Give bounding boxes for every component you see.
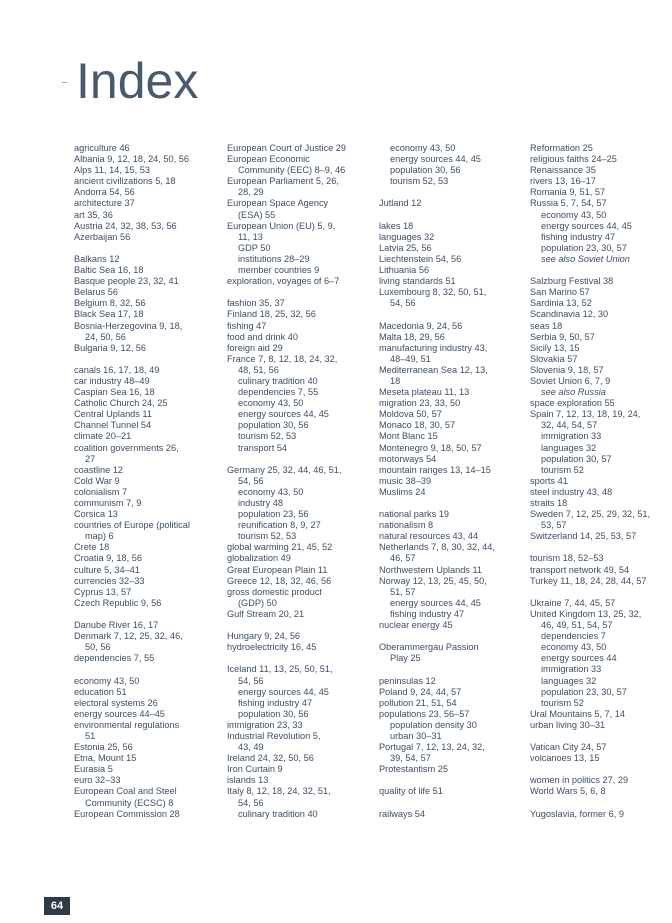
index-gap <box>530 542 672 553</box>
index-entry: Serbia 9, 50, 57 <box>530 331 595 342</box>
index-entry: urban living 30–31 <box>530 719 606 730</box>
index-entry: fishing 47 <box>227 320 267 331</box>
index-subentry: energy sources 44, 45 <box>238 686 329 697</box>
index-entry: Switzerland 14, 25, 53, 57 <box>530 531 637 542</box>
index-entry: Norway 12, 13, 25, 45, 50, <box>379 575 487 586</box>
index-entry: electoral systems 26 <box>74 697 158 708</box>
index-entry-continuation: 50, 56 <box>85 642 111 653</box>
index-entry: Estonia 25, 56 <box>74 742 133 753</box>
index-subentry: culinary tradition 40 <box>238 375 318 386</box>
index-entry: Baltic Sea 16, 18 <box>74 265 144 276</box>
index-subentry: see also Soviet Union <box>541 253 630 264</box>
index-subentry: fishing industry 47 <box>390 608 465 619</box>
index-entry: art 35, 36 <box>74 209 113 220</box>
index-entry: Great European Plain 11 <box>227 564 328 575</box>
index-entry: Iceland 11, 13, 25, 50, 51, <box>227 664 333 675</box>
index-entry: Croatia 9, 18, 56 <box>74 553 142 564</box>
index-entry-continuation: Community (EEC) 8–9, 46 <box>238 165 346 176</box>
index-entry: Luxembourg 8, 32, 50, 51, <box>379 287 487 298</box>
index-subentry: population 23, 30, 57 <box>541 686 627 697</box>
index-entry-continuation: 39, 54, 57 <box>390 753 431 764</box>
index-entry: car industry 48–49 <box>74 375 150 386</box>
index-gap <box>74 609 218 620</box>
index-subentry: tourism 52 <box>541 697 584 708</box>
index-gap <box>530 798 672 809</box>
index-entry: mountain ranges 13, 14–15 <box>379 464 491 475</box>
index-entry: countries of Europe (political <box>74 520 190 531</box>
index-entry: European Union (EU) 5, 9, <box>227 220 336 231</box>
index-entry: music 38–39 <box>379 475 432 486</box>
index-entry-continuation: (GDP) 50 <box>238 597 277 608</box>
index-subentry: see also Russia <box>541 387 606 398</box>
index-subentry: culinary tradition 40 <box>238 808 318 819</box>
index-entry: ancient civilizations 5, 18 <box>74 176 176 187</box>
index-entry: Italy 8, 12, 18, 24, 32, 51, <box>227 786 331 797</box>
index-entry: Catholic Church 24, 25 <box>74 398 168 409</box>
index-subentry: tourism 52, 53 <box>238 531 297 542</box>
index-entry: hydroelectricity 16, 45 <box>227 642 317 653</box>
index-entry-continuation: 43, 49 <box>238 742 264 753</box>
index-subentry: economy 43, 50 <box>238 486 304 497</box>
index-entry: coastline 12 <box>74 464 124 475</box>
index-column-2 <box>227 143 371 820</box>
index-subentry: immigration 33 <box>541 431 602 442</box>
index-entry: Protestantism 25 <box>379 764 448 775</box>
index-entry: natural resources 43, 44 <box>379 531 479 542</box>
index-gap <box>74 354 218 365</box>
index-entry: Mont Blanc 15 <box>379 431 438 442</box>
page-number: 64 <box>44 897 70 915</box>
index-gap <box>227 287 371 298</box>
index-subentry: fishing industry 47 <box>238 697 313 708</box>
index-entry: Macedonia 9, 24, 56 <box>379 320 463 331</box>
index-subentry: population 23, 56 <box>238 509 309 520</box>
index-entry: exploration, voyages of 6–7 <box>227 276 340 287</box>
index-entry: space exploration 55 <box>530 398 615 409</box>
index-subentry: energy sources 44, 45 <box>390 154 481 165</box>
index-entry: Russia 5, 7, 54, 57 <box>530 198 607 209</box>
index-entry: Gulf Stream 20, 21 <box>227 608 305 619</box>
index-entry-continuation: 54, 56 <box>238 797 264 808</box>
index-entry: populations 23, 56–57 <box>379 708 470 719</box>
index-entry: Malta 18, 29, 56 <box>379 331 445 342</box>
index-entry-continuation: map) 6 <box>85 531 114 542</box>
index-gap <box>530 265 672 276</box>
index-entry: Ireland 24, 32, 50, 56 <box>227 753 314 764</box>
index-entry-continuation: 51 <box>85 730 96 741</box>
index-entry: European Coal and Steel <box>74 786 177 797</box>
index-subentry: population 30, 56 <box>238 420 309 431</box>
index-subentry: population 23, 30, 57 <box>541 242 627 253</box>
index-subentry: institutions 28–29 <box>238 253 310 264</box>
index-entry: Denmark 7, 12, 25, 32, 46, <box>74 631 183 642</box>
index-entry-continuation: 46, 49, 51, 54, 57 <box>541 620 613 631</box>
index-entry: Hungary 9, 24, 56 <box>227 631 301 642</box>
index-entry: energy sources 44–45 <box>74 708 165 719</box>
index-subentry: tourism 52, 53 <box>390 176 449 187</box>
index-entry: Greece 12, 18, 32, 46, 56 <box>227 575 332 586</box>
index-entry: peninsulas 12 <box>379 675 436 686</box>
index-subentry: transport 54 <box>238 442 288 453</box>
index-entry: Vatican City 24, 57 <box>530 742 607 753</box>
index-gap <box>530 764 672 775</box>
index-entry: Yugoslavia, former 6, 9 <box>530 808 624 819</box>
index-entry: European Parliament 5, 26, <box>227 176 339 187</box>
index-subentry: population 30, 56 <box>238 708 309 719</box>
index-subentry: immigration 33 <box>541 664 602 675</box>
index-entry: Lithuania 56 <box>379 265 430 276</box>
index-entry: Spain 7, 12, 13, 18, 19, 24, <box>530 409 641 420</box>
index-entry: Caspian Sea 16, 18 <box>74 387 155 398</box>
index-entry: Sardinia 13, 52 <box>530 298 592 309</box>
index-entry-continuation: 11, 13 <box>238 231 263 242</box>
index-entry: canals 16, 17, 18, 49 <box>74 364 160 375</box>
index-entry: San Marino 57 <box>530 287 590 298</box>
index-entry: tourism 18, 52–53 <box>530 553 604 564</box>
index-entry-continuation: Play 25 <box>390 653 421 664</box>
index-entry: islands 13 <box>227 775 269 786</box>
index-entry: seas 18 <box>530 320 563 331</box>
index-entry: straits 18 <box>530 498 568 508</box>
index-entry: Azerbaijan 56 <box>74 231 131 242</box>
index-entry: Crete 18 <box>74 542 110 553</box>
index-entry: Mediterranean Sea 12, 13, <box>379 364 488 375</box>
index-entry: economy 43, 50 <box>74 675 140 686</box>
index-gap <box>74 664 218 675</box>
index-subentry: population 30, 57 <box>541 453 612 464</box>
index-entry: Sicily 13, 15 <box>530 342 580 353</box>
index-gap <box>227 620 371 631</box>
index-entry: nationalism 8 <box>379 520 434 531</box>
index-subentry: economy 43, 50 <box>541 209 607 220</box>
index-subentry: tourism 52 <box>541 464 584 475</box>
index-entry: climate 20–21 <box>74 431 132 442</box>
index-entry: Portugal 7, 12, 13, 24, 32, <box>379 742 485 753</box>
index-entry-continuation: 48–49, 51 <box>390 353 431 364</box>
index-entry: steel industry 43, 48 <box>530 486 613 497</box>
index-gap <box>379 309 523 320</box>
index-entry: Albania 9, 12, 18, 24, 50, 56 <box>74 154 189 165</box>
index-entry: Monaco 18, 30, 57 <box>379 420 456 431</box>
index-entry: Belgium 8, 32, 56 <box>74 298 146 309</box>
index-entry: European Court of Justice 29 <box>227 143 346 153</box>
index-entry: languages 32 <box>379 231 435 242</box>
index-entry: Montenegro 9, 18, 50, 57 <box>379 442 482 453</box>
index-entry: religious faiths 24–25 <box>530 154 617 165</box>
index-entry-continuation: 28, 29 <box>238 187 264 198</box>
index-entry: European Space Agency <box>227 198 329 209</box>
index-gap <box>379 498 523 509</box>
index-entry: Austria 24, 32, 38, 53, 56 <box>74 220 177 231</box>
index-entry: Renaissance 35 <box>530 165 596 176</box>
index-subentry: reunification 8, 9, 27 <box>238 520 321 531</box>
index-entry: Cold War 9 <box>74 475 120 486</box>
index-gap <box>74 243 218 254</box>
index-entry: Central Uplands 11 <box>74 409 152 420</box>
index-entry: United Kingdom 13, 25, 32, <box>530 608 642 619</box>
index-entry: immigration 23, 33 <box>227 719 303 730</box>
index-entry: railways 54 <box>379 808 425 819</box>
index-gap <box>379 187 523 198</box>
index-entry: motorways 54 <box>379 453 437 464</box>
index-entry: Meseta plateau 11, 13 <box>379 387 470 398</box>
index-entry: Danube River 16, 17 <box>74 620 159 631</box>
index-entry: coalition governments 26, <box>74 442 179 453</box>
index-entry-continuation: 54, 56 <box>238 675 264 686</box>
index-entry: Moldova 50, 57 <box>379 409 442 420</box>
index-entry-continuation: 32, 44, 54, 57 <box>541 420 598 431</box>
index-entry: Cyprus 13, 57 <box>74 586 132 597</box>
index-column-4 <box>530 143 672 820</box>
index-entry: Romania 9, 51, 57 <box>530 187 606 198</box>
index-entry: Eurasia 5 <box>74 764 113 775</box>
index-gap <box>379 798 523 809</box>
index-subentry: energy sources 44 <box>541 653 617 664</box>
index-entry: nuclear energy 45 <box>379 620 453 631</box>
index-column-1 <box>74 143 218 820</box>
index-gap <box>379 664 523 675</box>
index-entry: colonialism 7 <box>74 486 128 497</box>
index-entry: migration 23, 33, 50 <box>379 398 461 409</box>
index-entry: rivers 13, 16–17 <box>530 176 596 187</box>
index-entry: Bulgaria 9, 12, 56 <box>74 342 147 353</box>
index-entry: Northwestern Uplands 11 <box>379 564 482 575</box>
index-entry-continuation: (ESA) 55 <box>238 209 276 220</box>
index-entry: Finland 18, 25, 32, 56 <box>227 309 316 320</box>
index-column-3 <box>379 143 523 820</box>
index-subentry: economy 43, 50 <box>390 143 456 153</box>
index-gap <box>227 653 371 664</box>
index-entry: Bosnia-Herzegovina 9, 18, <box>74 320 183 331</box>
index-entry: foreign aid 29 <box>227 342 283 353</box>
index-entry: Muslims 24 <box>379 486 426 497</box>
index-entry: fashion 35, 37 <box>227 298 285 309</box>
index-entry: global warming 21, 45, 52 <box>227 542 333 553</box>
index-entry: Slovenia 9, 18, 57 <box>530 364 604 375</box>
index-entry: manufacturing industry 43, <box>379 342 488 353</box>
index-entry: volcanoes 13, 15 <box>530 753 600 764</box>
index-entry-continuation: 54, 56 <box>238 475 264 486</box>
index-entry: architecture 37 <box>74 198 135 209</box>
index-entry: Jutland 12 <box>379 198 422 209</box>
index-entry: national parks 19 <box>379 509 449 520</box>
index-entry: sports 41 <box>530 475 568 486</box>
index-entry: World Wars 5, 6, 8 <box>530 786 606 797</box>
index-subentry: energy sources 44, 45 <box>541 220 632 231</box>
index-entry: Ural Mountains 5, 7, 14 <box>530 708 625 719</box>
index-entry: culture 5, 34–41 <box>74 564 140 575</box>
index-subentry: dependencies 7, 55 <box>238 387 319 398</box>
index-subentry: languages 32 <box>541 675 597 686</box>
index-entry-continuation: 51, 57 <box>390 586 416 597</box>
index-subentry: languages 32 <box>541 442 597 453</box>
index-entry: Andorra 54, 56 <box>74 187 135 198</box>
index-entry: Czech Republic 9, 56 <box>74 597 162 608</box>
index-subentry: population density 30 <box>390 719 477 730</box>
index-gap <box>379 775 523 786</box>
index-subentry: tourism 52, 53 <box>238 431 297 442</box>
index-entry: Basque people 23, 32, 41 <box>74 276 179 287</box>
index-subentry: dependencies 7 <box>541 631 606 642</box>
page-title: Index <box>76 53 199 109</box>
index-gap <box>530 587 672 598</box>
index-entry: dependencies 7, 55 <box>74 653 155 664</box>
index-entry: food and drink 40 <box>227 331 299 342</box>
index-subentry: industry 48 <box>238 498 283 508</box>
index-entry: Balkans 12 <box>74 253 120 264</box>
index-subentry: energy sources 44, 45 <box>390 597 481 608</box>
index-entry: Iron Curtain 9 <box>227 764 283 775</box>
index-entry: Liechtenstein 54, 56 <box>379 253 462 264</box>
index-entry-continuation: 27 <box>85 453 96 464</box>
index-entry: Scandinavia 12, 30 <box>530 309 609 320</box>
index-entry: environmental regulations <box>74 719 180 730</box>
index-gap <box>379 631 523 642</box>
index-entry: education 51 <box>74 686 127 697</box>
index-entry: Reformation 25 <box>530 143 593 153</box>
index-gap <box>227 454 371 465</box>
index-entry: Turkey 11, 18, 24, 28, 44, 57 <box>530 575 647 586</box>
index-subentry: energy sources 44, 45 <box>238 409 329 420</box>
index-entry-continuation: 54, 56 <box>390 298 416 309</box>
index-entry-continuation: 53, 57 <box>541 520 567 531</box>
index-entry: France 7, 8, 12, 18, 24, 32, <box>227 353 338 364</box>
index-subentry: fishing industry 47 <box>541 231 616 242</box>
index-entry-continuation: Community (ECSC) 8 <box>85 797 174 808</box>
index-entry: Salzburg Festival 38 <box>530 276 614 287</box>
index-entry: gross domestic product <box>227 586 322 597</box>
index-subentry: GDP 50 <box>238 242 271 253</box>
index-entry: communism 7, 9 <box>74 498 142 508</box>
title-ornament <box>62 82 67 83</box>
index-entry: Germany 25, 32, 44, 46, 51, <box>227 464 342 475</box>
index-entry: Alps 11, 14, 15, 53 <box>74 165 150 176</box>
index-entry: Channel Tunnel 54 <box>74 420 152 431</box>
index-entry: Sweden 7, 12, 25, 29, 32, 51, <box>530 509 651 520</box>
index-entry: living standards 51 <box>379 276 456 287</box>
index-entry: agriculture 46 <box>74 143 130 153</box>
index-entry-continuation: 48, 51, 56 <box>238 364 279 375</box>
index-entry: European Commission 28 <box>74 808 180 819</box>
index-subentry: urban 30–31 <box>390 730 442 741</box>
index-entry: euro 32–33 <box>74 775 121 786</box>
index-entry: lakes 18 <box>379 220 414 231</box>
index-entry: Black Sea 17, 18 <box>74 309 144 320</box>
index-entry-continuation: 46, 57 <box>390 553 416 564</box>
index-subentry: economy 43, 50 <box>541 642 607 653</box>
index-entry: Corsica 13 <box>74 509 118 520</box>
index-entry: Etna, Mount 15 <box>74 753 137 764</box>
index-gap <box>530 731 672 742</box>
index-entry: globalization 49 <box>227 553 291 564</box>
index-entry: Slovakia 57 <box>530 353 578 364</box>
index-entry: pollution 21, 51, 54 <box>379 697 457 708</box>
index-gap <box>379 210 523 221</box>
index-entry: Belarus 56 <box>74 287 118 298</box>
index-subentry: member countries 9 <box>238 265 320 276</box>
index-entry: Netherlands 7, 8, 30, 32, 44, <box>379 542 495 553</box>
index-entry: Industrial Revolution 5, <box>227 730 321 741</box>
index-entry: Poland 9, 24, 44, 57 <box>379 686 462 697</box>
index-entry: Soviet Union 6, 7, 9 <box>530 375 611 386</box>
index-entry: quality of life 51 <box>379 786 443 797</box>
index-entry: transport network 49, 54 <box>530 564 630 575</box>
index-entry-continuation: 24, 50, 56 <box>85 331 126 342</box>
index-entry: currencies 32–33 <box>74 575 145 586</box>
index-subentry: population 30, 56 <box>390 165 461 176</box>
index-entry-continuation: 18 <box>390 375 401 386</box>
index-subentry: economy 43, 50 <box>238 398 304 409</box>
index-entry: Ukraine 7, 44, 45, 57 <box>530 597 616 608</box>
index-entry: women in politics 27, 29 <box>530 775 629 786</box>
index-entry: European Economic <box>227 154 310 165</box>
index-entry: Oberammergau Passion <box>379 642 479 653</box>
index-entry: Latvia 25, 56 <box>379 242 432 253</box>
